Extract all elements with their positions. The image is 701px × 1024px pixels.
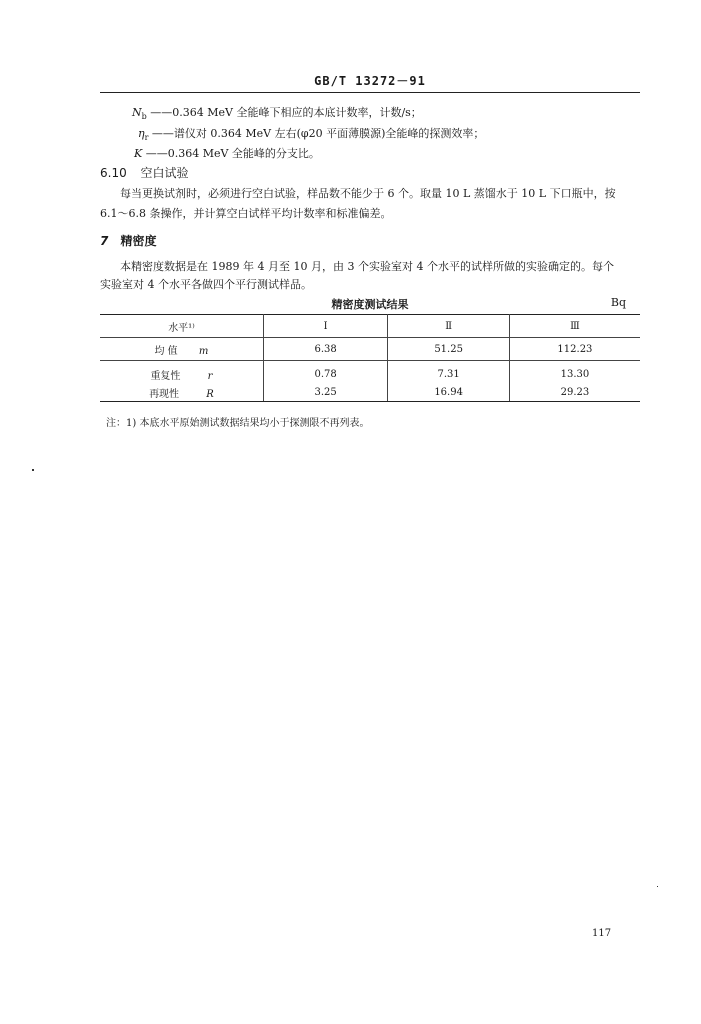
table-note: 注：1) 本底水平原始测试数据结果均小于探测限不再列表。 bbox=[106, 418, 370, 429]
mean-value-3: 112.23 bbox=[509, 338, 640, 361]
symbol-n: N bbox=[132, 106, 142, 119]
mean-label-cell bbox=[100, 338, 263, 361]
definition-nb bbox=[132, 104, 422, 121]
scan-speck bbox=[657, 886, 658, 887]
header-rule bbox=[100, 92, 640, 93]
header-level-label: 水平¹⁾ bbox=[100, 315, 263, 338]
table-unit: Bq bbox=[610, 296, 626, 309]
section-7-para-line2: 实验室对 4 个水平各做四个平行测试样品。 bbox=[100, 278, 312, 291]
section-7-heading bbox=[100, 232, 157, 249]
reprod-symbol: R bbox=[206, 388, 214, 400]
section-6-10-number: 6.10 bbox=[100, 166, 127, 180]
header-level-3: Ⅲ bbox=[509, 315, 640, 338]
mean-symbol: m bbox=[198, 345, 209, 357]
symbol-k: K bbox=[134, 147, 143, 160]
subscript-b: b bbox=[141, 112, 147, 122]
reprod-value-1: 3.25 bbox=[263, 383, 388, 402]
subscript-r: r bbox=[144, 133, 149, 143]
repeat-label: 重复性 bbox=[150, 370, 181, 382]
table-row-repeatability bbox=[100, 361, 640, 384]
precision-table bbox=[100, 314, 640, 402]
section-7-para-line1: 本精密度数据是在 1989 年 4 月至 10 月，由 3 个实验室对 4 个水平的试样所做的实验确定的。每个 bbox=[120, 260, 614, 273]
section-7-title: 精密度 bbox=[120, 234, 157, 248]
repeat-value-1: 0.78 bbox=[263, 361, 388, 384]
mean-value-2: 51.25 bbox=[388, 338, 509, 361]
definition-eta bbox=[138, 125, 484, 142]
section-6-10-heading bbox=[100, 164, 189, 181]
symbol-eta: η bbox=[138, 127, 145, 140]
table-header-row bbox=[100, 315, 640, 338]
mean-value-1: 6.38 bbox=[263, 338, 388, 361]
repeat-symbol: r bbox=[207, 370, 213, 382]
reprod-value-3: 29.23 bbox=[509, 383, 640, 402]
table-row-reproducibility bbox=[100, 383, 640, 402]
section-6-10-title: 空白试验 bbox=[140, 166, 189, 180]
scan-speck bbox=[32, 469, 34, 471]
page-number: 117 bbox=[592, 928, 612, 939]
table-caption: 精密度测试结果 bbox=[331, 298, 409, 311]
reprod-label: 再现性 bbox=[149, 388, 180, 400]
definition-k bbox=[134, 145, 320, 161]
header-level-2: Ⅱ bbox=[388, 315, 509, 338]
definition-nb-text: ——0.364 MeV 全能峰下相应的本底计数率，计数/s； bbox=[150, 106, 422, 119]
header-level-1: Ⅰ bbox=[263, 315, 388, 338]
repeat-value-2: 7.31 bbox=[388, 361, 509, 384]
repeat-label-cell bbox=[100, 361, 263, 384]
mean-label: 均 值 bbox=[154, 345, 178, 357]
definition-k-text: ——0.364 MeV 全能峰的分支比。 bbox=[145, 147, 320, 160]
repeat-value-3: 13.30 bbox=[560, 368, 590, 380]
section-6-10-para-line1: 每当更换试剂时，必须进行空白试验，样品数不能少于 6 个。取量 10 L 蒸馏水于 10 L 下口瓶中，按 bbox=[120, 187, 616, 200]
standard-number-header: GB/T 13272－91 bbox=[314, 74, 426, 88]
section-7-number: 7 bbox=[100, 234, 109, 248]
reprod-value-2: 16.94 bbox=[388, 383, 509, 402]
reprod-label-cell bbox=[100, 383, 263, 402]
table-row-mean bbox=[100, 338, 640, 361]
definition-eta-text: ——谱仪对 0.364 MeV 左右(φ20 平面薄膜源)全能峰的探测效率； bbox=[151, 127, 485, 140]
section-6-10-para-line2: 6.1～6.8 条操作，并计算空白试样平均计数率和标准偏差。 bbox=[100, 207, 392, 220]
